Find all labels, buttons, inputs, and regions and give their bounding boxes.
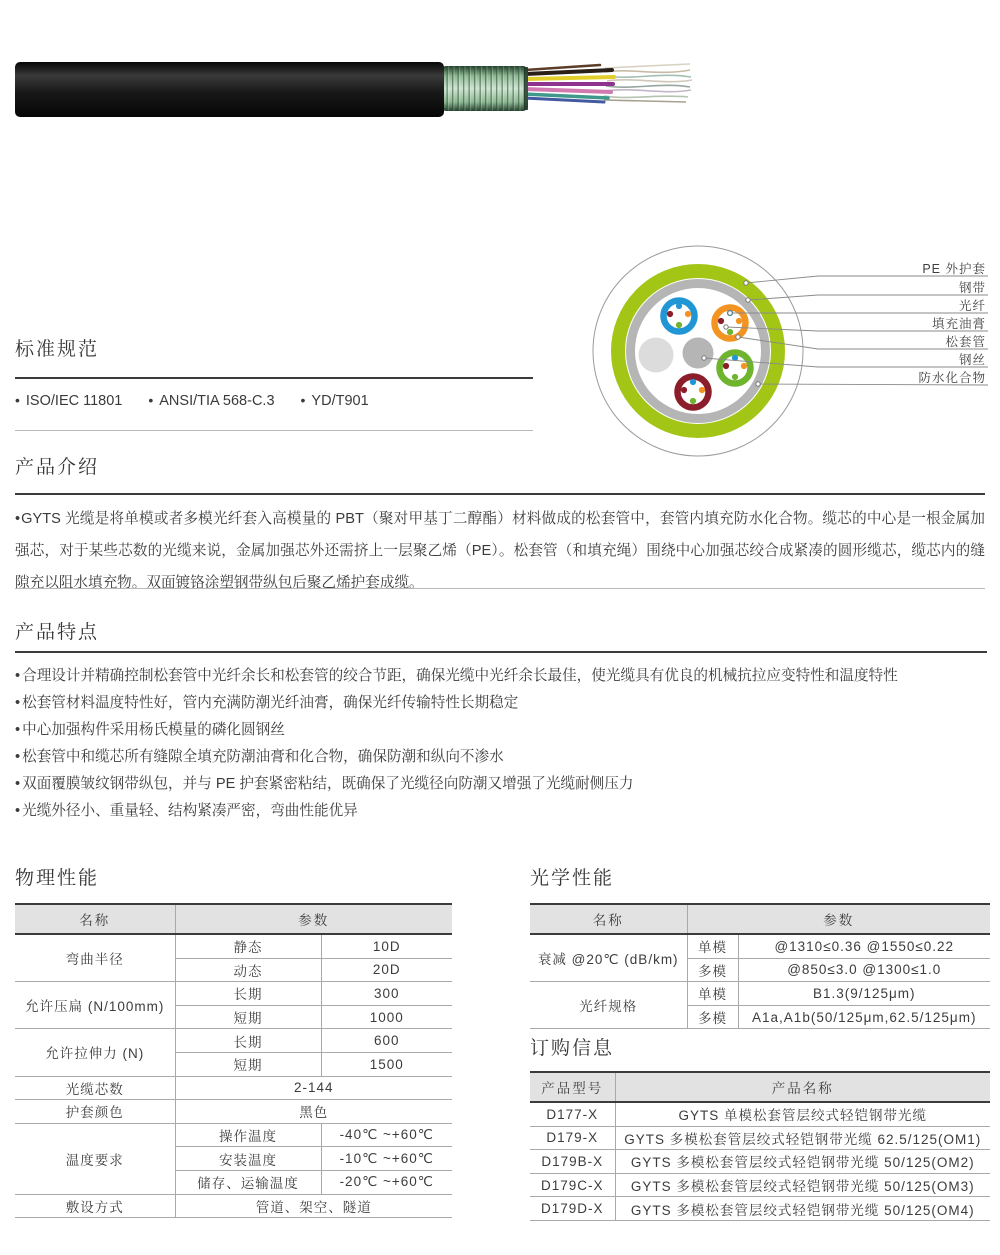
diagram-label-steel-tape: 钢带 [958,281,986,295]
cell-product-name: GYTS 多模松套管层绞式轻铠钢带光缆 62.5/125(OM1) [615,1126,990,1150]
cell-value: -40℃ ~+60℃ [321,1123,452,1147]
standard-item: • YD/T901 [301,392,369,409]
column-header: 参数 [687,904,990,934]
cell-condition: 单模 [687,982,738,1006]
cell-value: B1.3(9/125μm) [738,982,990,1006]
standard-item: • ISO/IEC 11801 [15,392,122,409]
cell-value: -10℃ ~+60℃ [321,1147,452,1171]
diagram-label-water-blocking: 防水化合物 [918,371,986,385]
cell-name: 光纤规格 [530,982,687,1029]
divider [15,493,985,495]
table-row [530,1150,990,1174]
feature-item: • 松套管中和缆芯所有缝隙全填充防潮油膏和化合物，确保防潮和纵向不渗水 [15,744,987,771]
cell-condition: 长期 [175,982,321,1006]
table-header-row [530,1072,990,1102]
intro-paragraph: • GYTS 光缆是将单模或者多模光纤套入高模量的 PBT（聚对甲基丁二醇酯）材料做成的松套管中，套管内填充防水化合物。缆芯的中心是一根金属加强芯，对于某些芯数的光缆来说，金属加强芯外还需挤上一层聚乙烯（PE）。松套管（和填充绳）围绕中心加强芯绞合成紧凑的圆形缆芯，缆芯内的缝隙充以阻水填充物。双面镀铬涂塑钢带纵包后聚乙烯护套成缆。 [15,503,985,599]
diagram-label-filling-gel: 填充油膏 [931,317,986,331]
cell-condition: 多模 [687,958,738,982]
cell-condition: 操作温度 [175,1123,321,1147]
cable-cross-section-diagram [560,228,1000,478]
cell-condition: 单模 [687,934,738,958]
physical-properties-table [15,903,452,1218]
cell-value: 黑色 [175,1100,452,1124]
diagram-label-loose-tube: 松套管 [945,335,986,349]
section-title: 产品特点 [15,622,100,643]
column-header: 产品名称 [615,1072,990,1102]
column-header: 名称 [15,904,175,934]
cell-condition: 长期 [175,1029,321,1053]
section-title: 产品介绍 [15,457,100,478]
corrugated-steel-tape [441,66,528,111]
cell-product-name: GYTS 多模松套管层绞式轻铠钢带光缆 50/125(OM3) [615,1173,990,1197]
cell-name: 敷设方式 [15,1194,175,1218]
section-optical [530,866,990,1027]
section-standards [15,337,533,432]
column-header: 产品型号 [530,1072,615,1102]
table-row [15,1076,452,1100]
feature-item: • 双面覆膜皱纹钢带纵包，并与 PE 护套紧密粘结，既确保了光缆径向防潮又增强了光缆耐侧压力 [15,771,987,798]
cell-name: 护套颜色 [15,1100,175,1124]
cell-value: 20D [321,958,452,982]
cell-condition: 静态 [175,934,321,958]
central-steel-wire [683,338,714,369]
column-header: 名称 [530,904,687,934]
section-title: 标准规范 [15,339,100,360]
table-row [530,982,990,1006]
diagram-label-steel-wire: 钢丝 [958,353,986,367]
cell-model: D179D-X [530,1197,615,1221]
loose-tube-blue [664,301,695,332]
cell-value: @850≤3.0 @1300≤1.0 [738,958,990,982]
section-title: 光学性能 [530,868,615,889]
cell-name: 弯曲半径 [15,934,175,982]
loose-tube-maroon [678,377,709,408]
diagram-label-pe-sheath: PE 外护套 [922,262,986,276]
standards-list [15,392,369,409]
cell-value: 10D [321,934,452,958]
table-row [15,1029,452,1053]
table-row [530,1197,990,1221]
feature-item: • 光缆外径小、重量轻、结构紧凑严密，弯曲性能优异 [15,798,987,825]
table-row [530,934,990,958]
optical-properties-table [530,903,990,1029]
cell-condition: 多模 [687,1005,738,1029]
cell-model: D179-X [530,1126,615,1150]
filler-rope [639,338,674,373]
loose-tube-green [720,353,751,384]
divider [15,430,533,431]
table-row [15,934,452,958]
table-row [15,982,452,1006]
cell-name: 衰减 @20℃ (dB/km) [530,934,687,982]
section-title: 物理性能 [15,868,100,889]
bare-fibers [604,64,692,102]
cell-value: A1a,A1b(50/125μm,62.5/125μm) [738,1005,990,1029]
cell-condition: 安装温度 [175,1147,321,1171]
cable-photo [0,50,700,125]
features-list [15,663,987,825]
cell-condition: 动态 [175,958,321,982]
cell-condition: 短期 [175,1052,321,1076]
cell-model: D177-X [530,1102,615,1126]
cell-name: 允许拉伸力 (N) [15,1029,175,1076]
section-physical [15,866,452,1215]
table-row [530,1173,990,1197]
cell-product-name: GYTS 单模松套管层绞式轻铠钢带光缆 [615,1102,990,1126]
section-title: 订购信息 [530,1038,615,1059]
section-ordering [530,1036,990,1218]
cell-product-name: GYTS 多模松套管层绞式轻铠钢带光缆 50/125(OM2) [615,1150,990,1174]
cell-condition: 储存、运输温度 [175,1170,321,1194]
cell-value: 300 [321,982,452,1006]
cell-name: 允许压扁 (N/100mm) [15,982,175,1029]
cell-value: 1500 [321,1052,452,1076]
section-intro [15,455,985,590]
loose-tube-strands [524,65,614,102]
standard-item: • ANSI/TIA 568-C.3 [148,392,274,409]
cell-value: 600 [321,1029,452,1053]
table-header-row [15,904,452,934]
divider [15,588,985,589]
section-features [15,620,987,819]
divider [15,651,987,653]
column-header: 参数 [175,904,452,934]
cell-value: 管道、架空、隧道 [175,1194,452,1218]
cell-name: 温度要求 [15,1123,175,1194]
ordering-info-table [530,1071,990,1221]
feature-item: • 合理设计并精确控制松套管中光纤余长和松套管的绞合节距，确保光缆中光纤余长最佳，使光缆具有优良的机械抗拉应变特性和温度特性 [15,663,987,690]
table-row [530,1126,990,1150]
cell-model: D179C-X [530,1173,615,1197]
table-row [15,1123,452,1147]
cell-product-name: GYTS 多模松套管层绞式轻铠钢带光缆 50/125(OM4) [615,1197,990,1221]
diagram-label-fiber: 光纤 [958,299,986,313]
feature-item: • 中心加强构件采用杨氏模量的磷化圆钢丝 [15,717,987,744]
table-row [530,1102,990,1126]
feature-item: • 松套管材料温度特性好，管内充满防潮光纤油膏，确保光纤传输特性长期稳定 [15,690,987,717]
cell-value: 1000 [321,1005,452,1029]
table-row [15,1194,452,1218]
divider [15,377,533,379]
pe-jacket [15,62,444,117]
cell-name: 光缆芯数 [15,1076,175,1100]
cell-value: -20℃ ~+60℃ [321,1170,452,1194]
cell-value: @1310≤0.36 @1550≤0.22 [738,934,990,958]
cell-value: 2-144 [175,1076,452,1100]
cell-model: D179B-X [530,1150,615,1174]
table-header-row [530,904,990,934]
cell-condition: 短期 [175,1005,321,1029]
table-row [15,1100,452,1124]
